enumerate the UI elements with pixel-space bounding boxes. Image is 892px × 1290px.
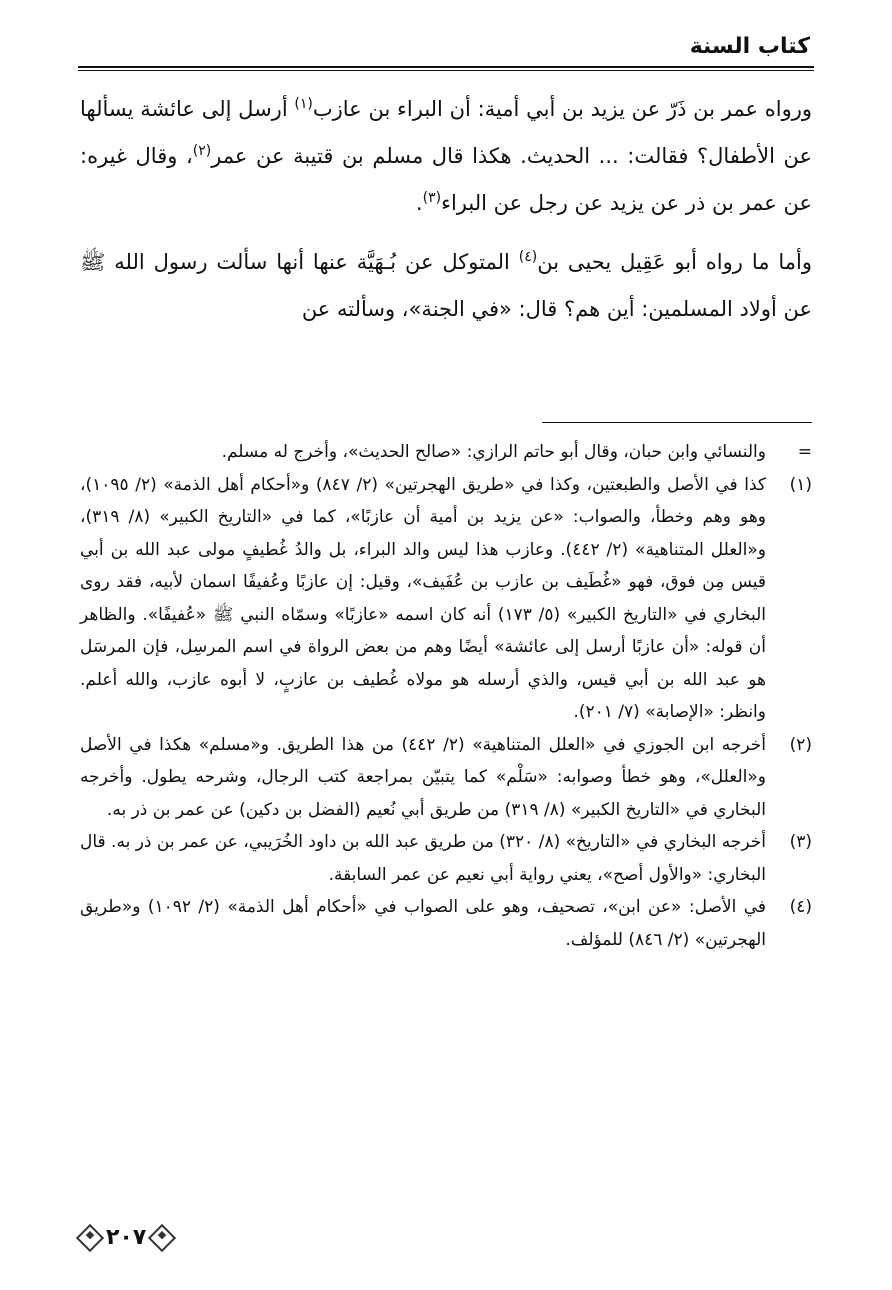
paragraph-2 [80, 239, 812, 333]
header-rule-thick [78, 66, 814, 68]
paragraph-1-text-a: ورواه عمر بن ذَرّ عن يزيد بن أبي أمية: أن البراء بن عازب [312, 97, 812, 121]
footnote-ref-3: (٣) [422, 190, 442, 206]
footnote-continuation [80, 436, 812, 469]
footnote-continuation-text: والنسائي وابن حبان، وقال أبو حاتم الرازي: «صالح الحديث»، وأخرج له مسلم. [221, 442, 766, 462]
ornament-icon [76, 1223, 104, 1251]
paragraph-1-text-d: . [415, 191, 423, 215]
page-number [80, 1225, 172, 1250]
paragraph-1 [80, 86, 812, 227]
paragraph-2-text-b: المتوكل عن بُـهَيَّة عنها أنها سألت رسول الله ﷺ عن أولاد المسلمين: أين هم؟ قال: «في الجنة»، وسألته عن [80, 250, 812, 321]
footnote-1 [80, 469, 812, 729]
footnote-number: (١) [789, 474, 812, 495]
paragraph-1-text-c: ، وقال غيره: عن عمر بن ذر عن يزيد عن رجل عن البراء [80, 144, 812, 215]
footnotes [80, 436, 812, 956]
footnote-number: (٢) [789, 734, 812, 755]
footnote-ref-1: (١) [294, 96, 313, 112]
footnote-text: أخرجه ابن الجوزي في «العلل المتناهية» (٢/ ٤٤٢) من هذا الطريق. و«مسلم» هكذا في الأصل و«العلل»، وهو خطأ وصوابه: «سَلْم» كما يتبيّن بمراجعة كتب الرجال، وشرحه يطول. وأخرجه البخاري في «التاريخ الكبير» (٨/ ٣١٩) من طريق أبي نُعيم (الفضل بن دكين) عن عمر بن ذر به. [80, 734, 766, 820]
continuation-mark: = [797, 442, 812, 462]
footnote-number: (٣) [789, 832, 812, 852]
paragraph-2-text-a: وأما ما رواه أبو عَقِيل يحيى بن [537, 250, 812, 274]
chapter-title: كتاب السنة [689, 34, 810, 59]
paragraph-1-text-b: أرسل إلى عائشة يسألها عن الأطفال؟ فقالت: ... الحديث. هكذا قال مسلم بن قتيبة عن عمر [80, 97, 812, 168]
ornament-icon [148, 1223, 176, 1251]
footnote-ref-2: (٢) [192, 143, 212, 159]
footnote-separator [542, 422, 812, 423]
footnote-4 [80, 891, 812, 956]
footnote-text: في الأصل: «عن ابن»، تصحيف، وهو على الصواب في «أحكام أهل الذمة» (٢/ ١٠٩٢) و«طريق الهجرتين» (٢/ ٨٤٦) للمؤلف. [80, 897, 766, 950]
footnote-3 [80, 826, 812, 891]
page-number-text: ٢٠٧ [106, 1225, 147, 1250]
footnote-text: أخرجه البخاري في «التاريخ» (٨/ ٣٢٠) من طريق عبد الله بن داود الخُرَيبي، عن عمر بن ذر به. قال البخاري: «والأول أصح»، يعني رواية أبي نعيم عن عمر السابقة. [79, 832, 766, 885]
header-rule-thin [78, 70, 814, 71]
footnote-text: كذا في الأصل والطبعتين، وكذا في «طريق الهجرتين» (٢/ ٨٤٧) و«أحكام أهل الذمة» (٢/ ١٠٩٥)، وهو وهم وخطأ، والصواب: «عن يزيد بن أمية أن عازبًا»، كما في «التاريخ الكبير» (٨/ ٣١٩)، و«العلل المتناهية» (٢/ ٤٤٢). وعازب هذا ليس والد البراء، بل والدُ غُطيفٍ مولى عبد الله بن أبي قيس مِن فوق، فهو «غُطَيف بن عازب بن عُفَيف»، وقيل: إن عازبًا وعُفيفًا اسمان لأبيه، فقد روى البخاري في «التاريخ الكبير» (٥/ ١٧٣) أنه كان اسمه «عازبًا» وسمّاه النبي ﷺ «عُفيفًا». والظاهر أن قوله: «أن عازبًا أرسل إلى عائشة» أيضًا وهم من بعض الرواة في اسم المرسِل، فإن المرسَل هو عبد الله بن أبي قيس، والذي أرسله هو مولاه غُطيف بن عازبٍ، لا أبوه عازب، والله أعلم. وانظر: «الإصابة» (٧/ ٢٠١). [80, 474, 767, 722]
main-text [80, 86, 812, 333]
footnote-2 [80, 729, 812, 827]
footnote-number: (٤) [789, 897, 812, 917]
page-header [78, 30, 814, 70]
footnote-ref-4: (٤) [518, 249, 538, 265]
